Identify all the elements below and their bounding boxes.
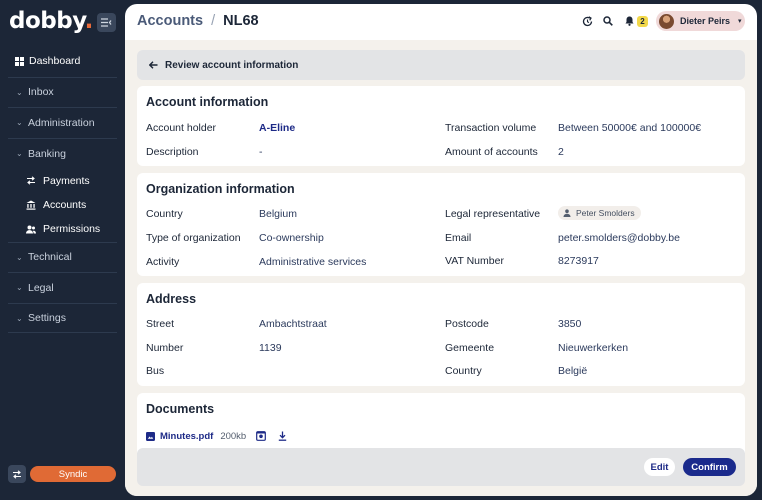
- swap-arrows-icon: [12, 470, 22, 479]
- vat-number-value: 8273917: [558, 255, 599, 267]
- organization-type-value: Co-ownership: [259, 232, 324, 244]
- document-row: [146, 430, 288, 442]
- confirm-button[interactable]: Confirm: [683, 458, 736, 476]
- sidebar-item-label: Dashboard: [29, 55, 81, 68]
- organization-information-card: [137, 173, 745, 276]
- card-title: Account information: [146, 95, 269, 109]
- sidebar: [0, 0, 125, 500]
- download-document-button[interactable]: [276, 430, 288, 442]
- sidebar-item-administration[interactable]: [8, 107, 117, 138]
- document-size: 200kb: [220, 430, 247, 442]
- legal-representative-label: Legal representative: [445, 208, 541, 220]
- sidebar-item-permissions[interactable]: [8, 217, 117, 241]
- sidebar-item-legal[interactable]: [8, 272, 117, 303]
- postcode-value: 3850: [558, 318, 582, 330]
- user-menu[interactable]: [656, 11, 745, 31]
- street-label: Street: [146, 318, 175, 330]
- card-title: Organization information: [146, 182, 295, 196]
- breadcrumb-accounts-link[interactable]: Accounts: [137, 13, 204, 29]
- sidebar-item-technical[interactable]: [8, 242, 117, 273]
- sidebar-nav: [8, 46, 117, 333]
- sidebar-footer: [8, 465, 116, 483]
- sidebar-item-settings[interactable]: [8, 303, 117, 334]
- sidebar-item-inbox[interactable]: [8, 77, 117, 108]
- legal-representative-chip[interactable]: [558, 206, 641, 220]
- number-label: Number: [146, 342, 184, 354]
- sidebar-item-label: Permissions: [43, 223, 101, 236]
- notification-count-badge: 2: [637, 16, 648, 27]
- address-card: [137, 283, 745, 386]
- card-title: Documents: [146, 402, 215, 416]
- bell-icon: [625, 16, 634, 26]
- chevron-down-icon: ⌄: [16, 283, 23, 293]
- number-value: 1139: [259, 342, 282, 354]
- role-badge[interactable]: Syndic: [30, 466, 116, 482]
- sidebar-item-label: Administration: [28, 116, 95, 129]
- notifications-button[interactable]: [623, 15, 635, 27]
- sidebar-item-label: Settings: [28, 312, 66, 325]
- user-name: Dieter Peirs: [680, 16, 731, 26]
- breadcrumb: [137, 13, 259, 29]
- address-country-label: Country: [445, 365, 482, 377]
- swap-arrows-icon: [26, 176, 43, 185]
- person-icon: [563, 209, 573, 217]
- sidebar-item-banking[interactable]: [8, 138, 117, 169]
- card-title: Address: [146, 292, 197, 306]
- top-bar: [125, 4, 757, 40]
- action-bar: [137, 448, 745, 486]
- vat-number-label: VAT Number: [445, 255, 504, 267]
- activity-value: Administrative services: [259, 256, 367, 268]
- review-header: [137, 50, 745, 80]
- account-holder-label: Account holder: [146, 122, 217, 134]
- avatar: [659, 14, 674, 29]
- logo-dot: .: [84, 8, 93, 34]
- amount-of-accounts-value: 2: [558, 146, 564, 158]
- content-area: [125, 40, 757, 496]
- country-label: Country: [146, 208, 183, 220]
- sidebar-item-label: Payments: [43, 174, 90, 187]
- search-icon: [603, 16, 613, 26]
- page-title: NL68: [223, 13, 259, 29]
- sidebar-item-dashboard[interactable]: [8, 46, 117, 77]
- review-title: Review account information: [165, 59, 299, 71]
- pdf-file-icon: [146, 432, 157, 441]
- sidebar-item-label: Accounts: [43, 198, 87, 211]
- grid-icon: [8, 57, 29, 66]
- main-panel: [125, 4, 757, 496]
- email-label: Email: [445, 232, 472, 244]
- postcode-label: Postcode: [445, 318, 489, 330]
- chevron-down-icon: ⌄: [16, 149, 23, 159]
- users-icon: [26, 225, 43, 234]
- edit-button[interactable]: Edit: [644, 458, 675, 476]
- address-country-value: België: [558, 365, 588, 377]
- activity-label: Activity: [146, 256, 180, 268]
- gemeente-label: Gemeente: [445, 342, 495, 354]
- chevron-down-icon: ⌄: [16, 87, 23, 97]
- preview-document-button[interactable]: [255, 430, 267, 442]
- chevron-down-icon: ⌄: [16, 118, 23, 128]
- bank-icon: [26, 200, 43, 210]
- switch-role-button[interactable]: [8, 465, 26, 483]
- history-icon: [582, 16, 593, 27]
- chevron-down-icon: ▾: [738, 18, 742, 25]
- sidebar-item-label: Technical: [28, 251, 72, 264]
- collapse-sidebar-button[interactable]: [97, 13, 116, 32]
- description-value: -: [259, 146, 263, 158]
- transaction-volume-value: Between 50000€ and 100000€: [558, 122, 702, 134]
- gemeente-value: Nieuwerkerken: [558, 342, 629, 354]
- collapse-menu-icon: [101, 18, 112, 27]
- legal-representative-name: Peter Smolders: [576, 208, 635, 218]
- organization-type-label: Type of organization: [146, 232, 241, 244]
- arrow-left-icon: [149, 61, 158, 69]
- chevron-down-icon: ⌄: [16, 313, 23, 323]
- account-holder-link[interactable]: A-Eline: [259, 122, 296, 134]
- document-name-link[interactable]: Minutes.pdf: [160, 430, 214, 442]
- preview-icon: [256, 431, 266, 441]
- sidebar-item-accounts[interactable]: [8, 193, 117, 217]
- description-label: Description: [146, 146, 199, 158]
- street-value: Ambachtstraat: [259, 318, 327, 330]
- sidebar-item-label: Legal: [28, 281, 54, 294]
- country-value: Belgium: [259, 208, 297, 220]
- back-button[interactable]: [147, 59, 159, 71]
- download-icon: [278, 431, 287, 441]
- sidebar-item-label: Inbox: [28, 86, 54, 99]
- account-information-card: [137, 86, 745, 166]
- chevron-down-icon: ⌄: [16, 252, 23, 262]
- email-value: peter.smolders@dobby.be: [558, 232, 680, 244]
- breadcrumb-separator: /: [211, 13, 216, 29]
- logo-text: dobby: [9, 8, 85, 34]
- refresh-button[interactable]: [581, 15, 593, 27]
- bus-label: Bus: [146, 365, 165, 377]
- transaction-volume-label: Transaction volume: [445, 122, 537, 134]
- search-button[interactable]: [602, 15, 614, 27]
- sidebar-item-label: Banking: [28, 147, 66, 160]
- dobby-logo[interactable]: [9, 8, 93, 34]
- sidebar-item-payments[interactable]: [8, 168, 117, 192]
- amount-of-accounts-label: Amount of accounts: [445, 146, 538, 158]
